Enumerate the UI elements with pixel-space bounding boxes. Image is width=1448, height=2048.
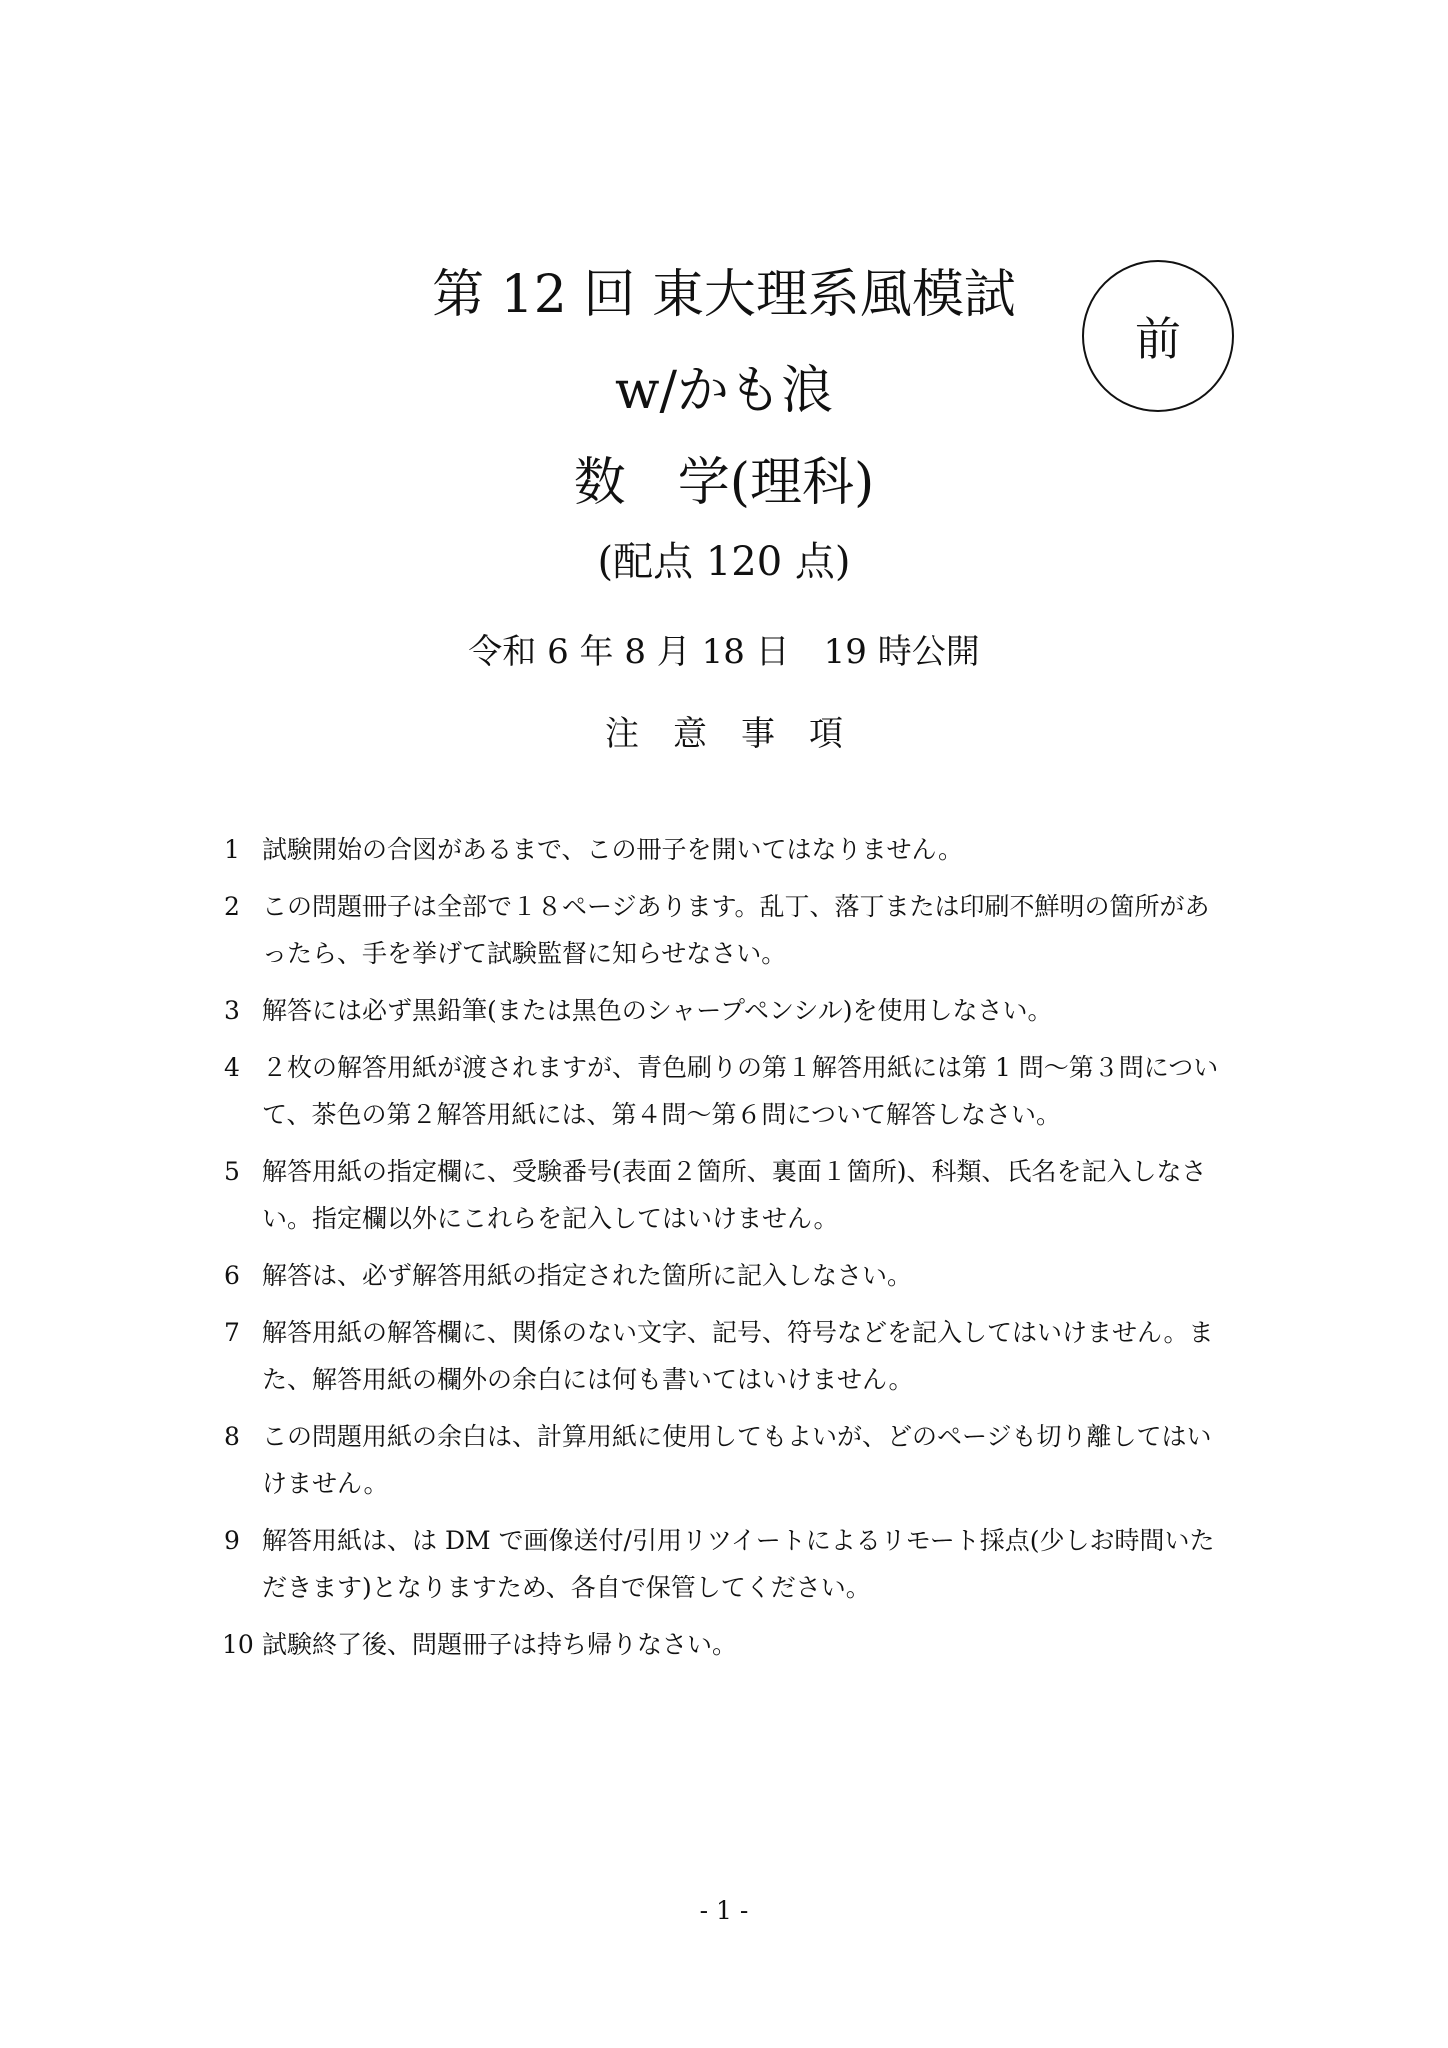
notice-text: ２枚の解答用紙が渡されますが、青色刷りの第１解答用紙には第 1 問〜第３問について、茶色の第２解答用紙には、第４問〜第６問について解答しなさい。 (262, 1053, 1219, 1129)
notice-item (224, 987, 1234, 1034)
exam-score: (配点 120 点) (597, 539, 851, 585)
notice-item (224, 1252, 1234, 1299)
session-stamp: 前 (1082, 260, 1234, 412)
notice-item (224, 1044, 1234, 1138)
notice-item (224, 1148, 1234, 1242)
notice-text: 解答には必ず黒鉛筆(または黒色のシャープペンシル)を使用しなさい。 (262, 996, 1053, 1025)
notice-text: 解答は、必ず解答用紙の指定された箇所に記入しなさい。 (262, 1261, 913, 1290)
notice-number: 2 (224, 892, 240, 921)
notice-list (224, 826, 1234, 1678)
notice-number: 9 (224, 1526, 240, 1555)
exam-subtitle: w/かも浪 (614, 361, 834, 421)
notice-number: 8 (224, 1422, 240, 1451)
page-number: - 1 - (699, 1896, 749, 1925)
exam-date: 令和 6 年 8 月 18 日 19 時公開 (468, 632, 980, 672)
notice-text: 解答用紙の指定欄に、受験番号(表面２箇所、裏面１箇所)、科類、氏名を記入しなさい。指定欄以外にこれらを記入してはいけません。 (262, 1157, 1207, 1233)
notice-heading: 注意事項 (605, 714, 877, 754)
notice-text: 解答用紙の解答欄に、関係のない文字、記号、符号などを記入してはいけません。また、解答用紙の欄外の余白には何も書いてはいけません。 (262, 1318, 1214, 1394)
notice-number: 7 (224, 1318, 240, 1347)
notice-item (224, 1413, 1234, 1507)
notice-item (224, 826, 1234, 873)
exam-subject: 数 学(理科) (573, 453, 875, 513)
notice-number: 1 (224, 835, 240, 864)
notice-text: この問題用紙の余白は、計算用紙に使用してもよいが、どのページも切り離してはいけません。 (262, 1422, 1212, 1498)
notice-item (224, 883, 1234, 977)
notice-item (224, 1517, 1234, 1611)
notice-text: 試験終了後、問題冊子は持ち帰りなさい。 (262, 1630, 738, 1659)
notice-text: 試験開始の合図があるまで、この冊子を開いてはなりません。 (262, 835, 964, 864)
notice-number: 6 (224, 1261, 240, 1290)
notice-number: 4 (224, 1053, 240, 1082)
notice-text: この問題冊子は全部で１８ページあります。乱丁、落丁または印刷不鮮明の箇所があったら、手を挙げて試験監督に知らせなさい。 (262, 892, 1210, 968)
notice-item (224, 1621, 1234, 1668)
notice-number: 10 (222, 1630, 254, 1659)
exam-title: 第 12 回 東大理系風模試 (432, 265, 1016, 325)
notice-number: 5 (224, 1157, 240, 1186)
notice-text: 解答用紙は、は DM で画像送付/引用リツイートによるリモート採点(少しお時間いただきます)となりますため、各自で保管してください。 (262, 1526, 1215, 1602)
notice-number: 3 (224, 996, 240, 1025)
notice-item (224, 1309, 1234, 1403)
